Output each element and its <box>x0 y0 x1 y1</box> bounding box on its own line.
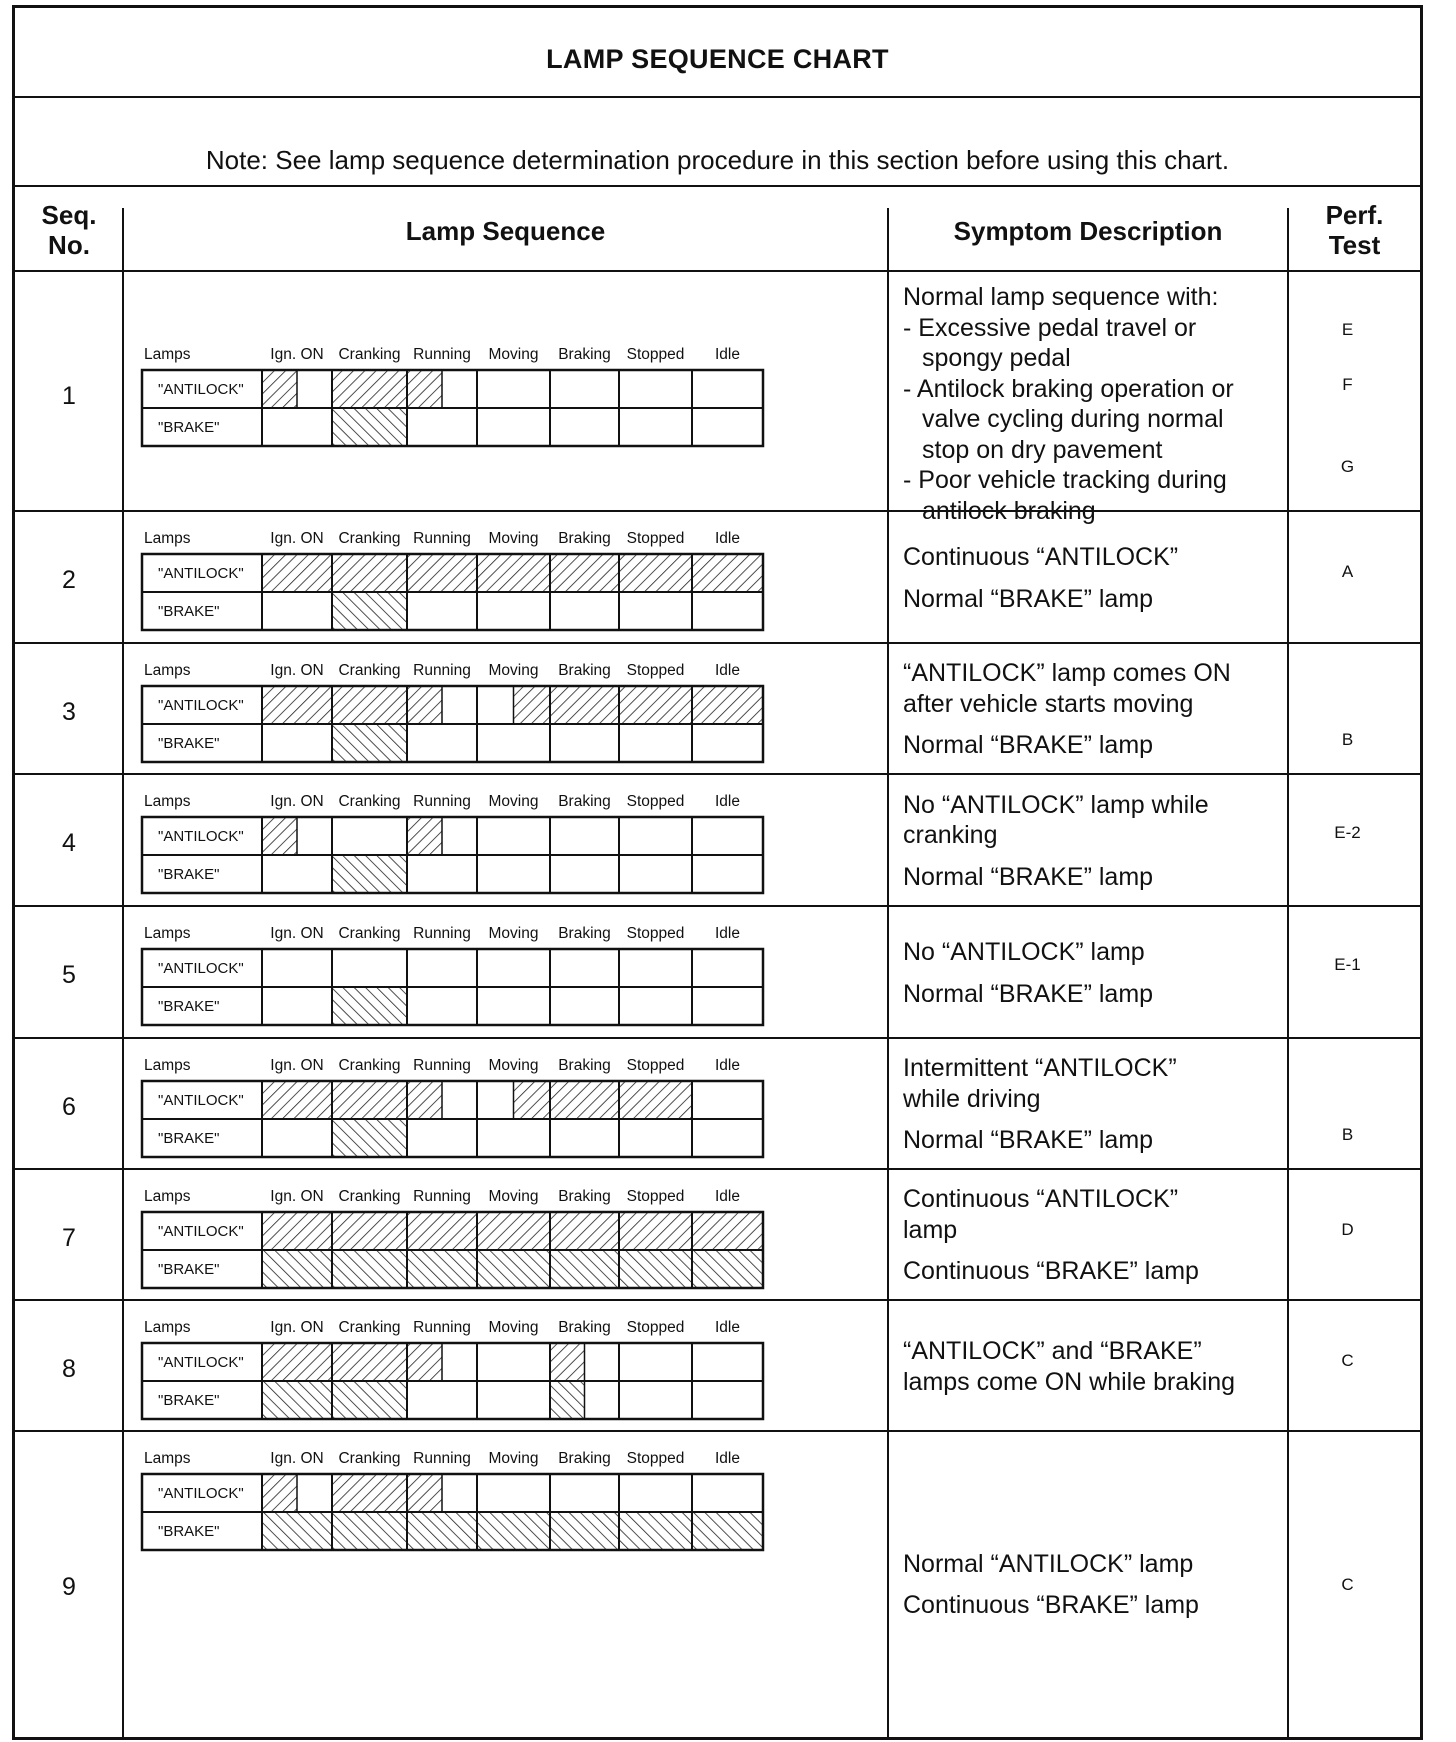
lamp-on-segment <box>332 1250 407 1288</box>
lamp-on-segment <box>262 1474 297 1512</box>
phase-label: Braking <box>558 1057 611 1074</box>
lamp-on-segment <box>692 1250 763 1288</box>
phase-label: Idle <box>715 925 740 942</box>
phase-label: Running <box>413 793 471 810</box>
phase-label: Running <box>413 1057 471 1074</box>
lamps-label: Lamps <box>144 793 191 810</box>
header-perf-test <box>1288 200 1421 260</box>
phase-label: Stopped <box>626 662 685 679</box>
phase-label: Running <box>413 925 471 942</box>
phase-label: Moving <box>488 530 539 547</box>
symptom-description <box>903 1184 1278 1287</box>
lamp-on-segment <box>619 1212 692 1250</box>
phase-label: Ign. ON <box>270 1450 324 1467</box>
lamp-on-segment <box>407 686 442 724</box>
lamp-on-segment <box>407 1474 442 1512</box>
perf-test-code: B <box>1341 730 1354 749</box>
phase-label: Cranking <box>338 925 401 942</box>
header-seq-line2: No. <box>48 230 90 260</box>
lamp-sequence-diagram <box>142 660 782 770</box>
header-perf-line1: Perf. <box>1325 200 1384 230</box>
symptom-line: stop on dry pavement <box>922 435 1163 464</box>
lamp-on-segment <box>332 1119 407 1157</box>
phase-label: Idle <box>715 793 740 810</box>
table-row <box>15 1168 1420 1301</box>
lamp-on-segment <box>619 1250 692 1288</box>
lamp-on-segment <box>332 408 407 446</box>
phase-label: Cranking <box>338 1450 401 1467</box>
phase-label: Moving <box>488 793 539 810</box>
phase-label: Braking <box>558 1319 611 1336</box>
phase-label: Running <box>413 530 471 547</box>
symptom-line: Normal “ANTILOCK” lamp <box>903 1549 1194 1578</box>
lamp-on-segment <box>514 686 551 724</box>
lamp-sequence-diagram <box>142 791 782 901</box>
phase-label: Ign. ON <box>270 1319 324 1336</box>
phase-label: Ign. ON <box>270 530 324 547</box>
symptom-line: Continuous “ANTILOCK” <box>903 1185 1179 1214</box>
lamp-on-segment <box>407 817 442 855</box>
header-perf-line2: Test <box>1328 230 1381 260</box>
table-row <box>15 1037 1420 1170</box>
symptom-line: Continuous “BRAKE” lamp <box>903 1257 1199 1286</box>
phase-label: Braking <box>558 1450 611 1467</box>
lamps-label: Lamps <box>144 1188 191 1205</box>
lamp-on-segment <box>332 592 407 630</box>
phase-label: Ign. ON <box>270 346 324 363</box>
lamp-on-segment <box>407 554 477 592</box>
table-row <box>15 773 1420 907</box>
header-symptom-description: Symptom Description <box>953 216 1223 246</box>
antilock-row-label: "ANTILOCK" <box>158 565 244 582</box>
lamps-label: Lamps <box>144 1057 191 1074</box>
divider <box>15 185 1420 187</box>
phase-label: Cranking <box>338 793 401 810</box>
antilock-row-label: "ANTILOCK" <box>158 828 244 845</box>
antilock-row-label: "ANTILOCK" <box>158 381 244 398</box>
lamp-sequence-diagram <box>142 1055 782 1165</box>
symptom-description <box>903 1336 1278 1397</box>
lamp-sequence-diagram <box>142 923 782 1033</box>
phase-label: Stopped <box>626 346 685 363</box>
phase-label: Ign. ON <box>270 1057 324 1074</box>
phase-label: Braking <box>558 346 611 363</box>
symptom-line: Normal “BRAKE” lamp <box>903 1126 1154 1155</box>
lamp-on-segment <box>619 686 692 724</box>
lamp-on-segment <box>550 1512 619 1550</box>
antilock-row-label: "ANTILOCK" <box>158 697 244 714</box>
symptom-line: No “ANTILOCK” lamp <box>903 938 1145 966</box>
phase-label: Moving <box>488 346 539 363</box>
phase-label: Cranking <box>338 346 401 363</box>
symptom-line: - Excessive pedal travel or <box>903 313 1197 342</box>
phase-label: Ign. ON <box>270 925 324 942</box>
seq-number: 9 <box>62 1572 76 1601</box>
phase-label: Idle <box>715 1319 740 1336</box>
symptom-line: while driving <box>903 1084 1041 1113</box>
phase-label: Moving <box>488 925 539 942</box>
phase-label: Braking <box>558 793 611 810</box>
lamp-on-segment <box>332 724 407 762</box>
lamps-label: Lamps <box>144 346 191 363</box>
phase-label: Moving <box>488 1188 539 1205</box>
lamps-label: Lamps <box>144 1450 191 1467</box>
lamp-on-segment <box>332 554 407 592</box>
symptom-line: Continuous “ANTILOCK” <box>903 543 1179 571</box>
perf-test-code: A <box>1341 562 1354 581</box>
phase-label: Moving <box>488 1450 539 1467</box>
seq-number: 5 <box>62 961 76 989</box>
symptom-line: “ANTILOCK” and “BRAKE” <box>903 1337 1202 1365</box>
brake-row-label: "BRAKE" <box>158 1392 220 1409</box>
lamp-on-segment <box>332 1512 407 1550</box>
symptom-line: - Poor vehicle tracking during <box>903 466 1227 494</box>
seq-number: 8 <box>62 1354 76 1383</box>
phase-label: Moving <box>488 662 539 679</box>
symptom-line: cranking <box>903 821 998 850</box>
table-row <box>15 1299 1420 1432</box>
lamp-on-segment <box>262 1512 332 1550</box>
perf-test-code: B <box>1341 1125 1354 1144</box>
symptom-line: Normal “BRAKE” lamp <box>903 584 1154 613</box>
perf-test-code: D <box>1341 1219 1354 1239</box>
symptom-line: Normal lamp sequence with: <box>903 283 1219 311</box>
lamp-on-segment <box>692 1512 763 1550</box>
symptom-line: Intermittent “ANTILOCK” <box>903 1054 1177 1083</box>
phase-label: Idle <box>715 530 740 547</box>
lamp-sequence-diagram <box>142 1186 782 1296</box>
symptom-line: after vehicle starts moving <box>903 689 1194 718</box>
lamp-on-segment <box>407 1343 442 1381</box>
perf-test-code: E <box>1341 320 1354 339</box>
lamp-sequence-diagram <box>142 1317 782 1427</box>
perf-test-code: G <box>1340 457 1355 476</box>
seq-number: 7 <box>62 1223 76 1252</box>
phase-label: Running <box>413 1188 471 1205</box>
symptom-line: “ANTILOCK” lamp comes ON <box>903 659 1231 688</box>
lamps-label: Lamps <box>144 530 191 547</box>
lamp-on-segment <box>477 1212 550 1250</box>
lamp-on-segment <box>332 1212 407 1250</box>
phase-label: Idle <box>715 1450 740 1467</box>
phase-label: Stopped <box>626 1057 685 1074</box>
symptom-description <box>903 790 1278 893</box>
divider <box>15 96 1420 98</box>
lamp-on-segment <box>550 1343 585 1381</box>
phase-label: Moving <box>488 1319 539 1336</box>
symptom-description <box>903 1549 1278 1621</box>
symptom-line: Normal “BRAKE” lamp <box>903 979 1154 1008</box>
lamp-on-segment <box>514 1081 551 1119</box>
phase-label: Stopped <box>626 1319 685 1336</box>
lamp-sequence-diagram <box>142 528 782 638</box>
lamp-on-segment <box>692 686 763 724</box>
lamps-label: Lamps <box>144 925 191 942</box>
lamp-on-segment <box>550 554 619 592</box>
perf-test-code: E-1 <box>1334 955 1361 974</box>
lamp-on-segment <box>550 1250 619 1288</box>
lamp-on-segment <box>262 1212 332 1250</box>
symptom-description <box>903 937 1278 1009</box>
chart-title: LAMP SEQUENCE CHART <box>546 44 889 74</box>
phase-label: Moving <box>488 1057 539 1074</box>
lamp-on-segment <box>477 1512 550 1550</box>
table-row <box>15 1430 1420 1737</box>
phase-label: Cranking <box>338 1188 401 1205</box>
lamp-on-segment <box>262 1381 332 1419</box>
table-row <box>15 270 1420 525</box>
lamp-on-segment <box>407 1250 477 1288</box>
phase-label: Running <box>413 662 471 679</box>
symptom-description <box>903 542 1278 614</box>
lamp-on-segment <box>262 1343 332 1381</box>
symptom-line: antilock braking <box>922 496 1096 525</box>
lamp-on-segment <box>332 686 407 724</box>
symptom-line: lamp <box>903 1215 958 1244</box>
lamp-on-segment <box>332 1081 407 1119</box>
symptom-description <box>903 658 1278 761</box>
lamp-on-segment <box>692 1212 763 1250</box>
brake-row-label: "BRAKE" <box>158 1261 220 1278</box>
lamp-on-segment <box>332 1381 407 1419</box>
perf-test-code: C <box>1341 1574 1354 1594</box>
symptom-description <box>903 282 1278 526</box>
lamp-on-segment <box>407 1512 477 1550</box>
phase-label: Running <box>413 346 471 363</box>
phase-label: Idle <box>715 1188 740 1205</box>
table-row <box>15 905 1420 1039</box>
lamp-on-segment <box>332 855 407 893</box>
phase-label: Braking <box>558 662 611 679</box>
symptom-line: Normal “BRAKE” lamp <box>903 731 1154 760</box>
antilock-row-label: "ANTILOCK" <box>158 1223 244 1240</box>
antilock-row-label: "ANTILOCK" <box>158 1092 244 1109</box>
lamp-on-segment <box>619 554 692 592</box>
lamp-sequence-diagram <box>142 1448 782 1558</box>
phase-label: Cranking <box>338 662 401 679</box>
lamp-on-segment <box>550 686 619 724</box>
lamp-on-segment <box>407 1081 442 1119</box>
lamp-on-segment <box>262 554 332 592</box>
symptom-line: valve cycling during normal <box>922 405 1224 433</box>
phase-label: Braking <box>558 925 611 942</box>
perf-test-code: E-2 <box>1334 823 1361 842</box>
symptom-description <box>903 1053 1278 1156</box>
phase-label: Ign. ON <box>270 662 324 679</box>
perf-test-code: C <box>1341 1350 1354 1370</box>
lamp-on-segment <box>550 1081 619 1119</box>
brake-row-label: "BRAKE" <box>158 866 220 883</box>
lamp-sequence-chart <box>12 5 1423 1740</box>
seq-number: 2 <box>62 566 76 594</box>
phase-label: Idle <box>715 346 740 363</box>
phase-label: Running <box>413 1450 471 1467</box>
header-lamp-sequence: Lamp Sequence <box>405 216 606 246</box>
symptom-line: lamps come ON while braking <box>903 1367 1236 1396</box>
lamp-sequence-diagram <box>142 344 782 454</box>
seq-number: 4 <box>62 829 76 857</box>
lamp-on-segment <box>332 987 407 1025</box>
phase-label: Ign. ON <box>270 793 324 810</box>
lamp-on-segment <box>262 686 332 724</box>
brake-row-label: "BRAKE" <box>158 603 220 620</box>
brake-row-label: "BRAKE" <box>158 735 220 752</box>
brake-row-label: "BRAKE" <box>158 419 220 436</box>
lamps-label: Lamps <box>144 1319 191 1336</box>
phase-label: Stopped <box>626 925 685 942</box>
brake-row-label: "BRAKE" <box>158 998 220 1015</box>
lamp-on-segment <box>262 370 297 408</box>
lamp-on-segment <box>619 1512 692 1550</box>
lamp-on-segment <box>407 370 442 408</box>
lamp-on-segment <box>477 1250 550 1288</box>
brake-row-label: "BRAKE" <box>158 1523 220 1540</box>
phase-label: Idle <box>715 662 740 679</box>
symptom-line: spongy pedal <box>922 344 1071 372</box>
phase-label: Stopped <box>626 530 685 547</box>
table-row <box>15 642 1420 775</box>
phase-label: Idle <box>715 1057 740 1074</box>
seq-number: 6 <box>62 1092 76 1121</box>
lamp-on-segment <box>477 554 550 592</box>
phase-label: Stopped <box>626 793 685 810</box>
symptom-line: No “ANTILOCK” lamp while <box>903 790 1209 819</box>
seq-number: 3 <box>62 697 76 726</box>
lamp-on-segment <box>407 1212 477 1250</box>
lamp-on-segment <box>619 1081 692 1119</box>
brake-row-label: "BRAKE" <box>158 1130 220 1147</box>
seq-number: 1 <box>62 382 76 410</box>
antilock-row-label: "ANTILOCK" <box>158 1354 244 1371</box>
antilock-row-label: "ANTILOCK" <box>158 1485 244 1502</box>
header-seq-line1: Seq. <box>41 200 97 230</box>
phase-label: Cranking <box>338 530 401 547</box>
lamp-on-segment <box>332 1474 407 1512</box>
lamp-on-segment <box>262 1081 332 1119</box>
lamp-on-segment <box>332 1343 407 1381</box>
phase-label: Stopped <box>626 1188 685 1205</box>
perf-test-code: F <box>1342 375 1353 394</box>
chart-note: Note: See lamp sequence determination procedure in this section before using this chart. <box>205 145 1230 175</box>
lamp-on-segment <box>262 817 297 855</box>
phase-label: Cranking <box>338 1319 401 1336</box>
phase-label: Running <box>413 1319 471 1336</box>
lamp-on-segment <box>550 1381 585 1419</box>
header-seq-no <box>15 200 123 260</box>
table-row <box>15 510 1420 644</box>
symptom-line: Normal “BRAKE” lamp <box>903 862 1154 891</box>
symptom-line: - Antilock braking operation or <box>903 374 1234 403</box>
phase-label: Ign. ON <box>270 1188 324 1205</box>
lamp-on-segment <box>262 1250 332 1288</box>
lamps-label: Lamps <box>144 662 191 679</box>
lamp-on-segment <box>692 554 763 592</box>
symptom-line: Continuous “BRAKE” lamp <box>903 1591 1199 1619</box>
lamp-on-segment <box>332 370 407 408</box>
phase-label: Braking <box>558 1188 611 1205</box>
phase-label: Braking <box>558 530 611 547</box>
antilock-row-label: "ANTILOCK" <box>158 960 244 977</box>
phase-label: Stopped <box>626 1450 685 1467</box>
lamp-on-segment <box>550 1212 619 1250</box>
phase-label: Cranking <box>338 1057 401 1074</box>
